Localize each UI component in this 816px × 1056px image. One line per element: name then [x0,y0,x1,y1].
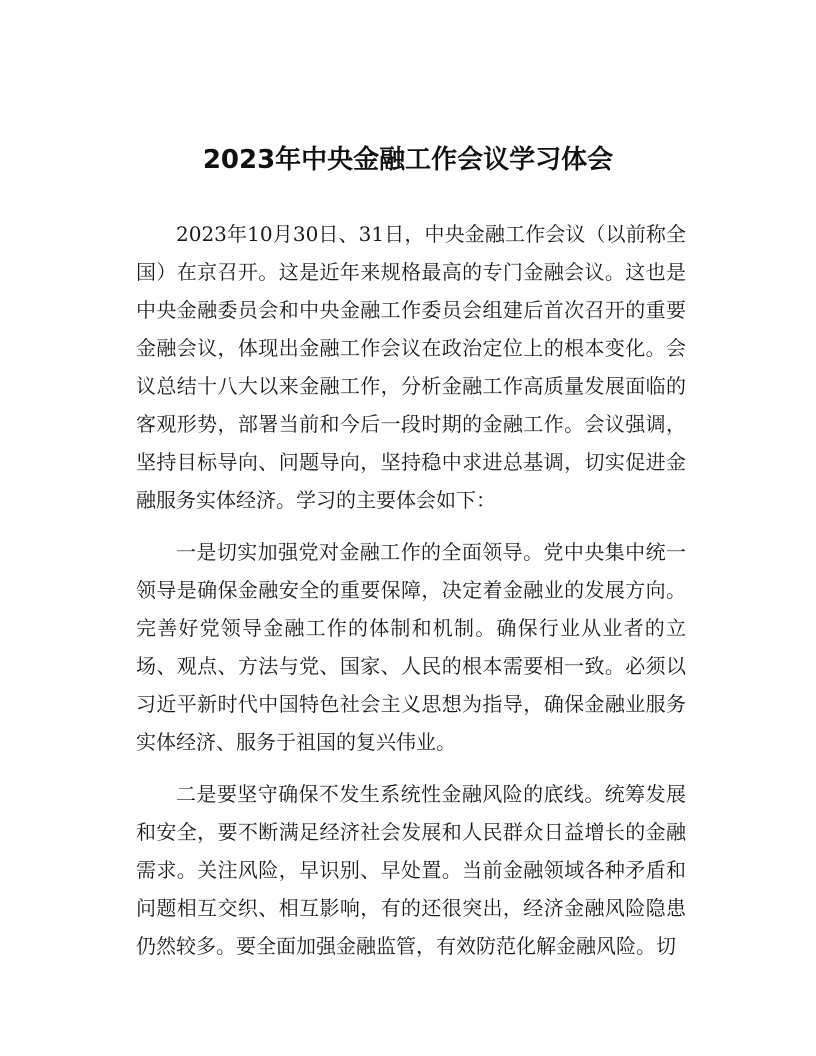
paragraph-intro: 2023年10月30日、31日，中央金融工作会议（以前称全国）在京召开。这是近年来规格最高的专门金融会议。这也是中央金融委员会和中央金融工作委员会组建后首次召开的重要金融会议，体现出金融工作会议在政治定位上的根本变化。会议总结十八大以来金融工作，分析金融工作高质量发展面临的客观形势，部署当前和今后一段时期的金融工作。会议强调，坚持目标导向、问题导向，坚持稳中求进总基调，切实促进金融服务实体经济。学习的主要体会如下： [136,222,686,512]
document-title: 2023年中央金融工作会议学习体会 [202,145,614,175]
paragraph-point-two: 二是要坚守确保不发生系统性金融风险的底线。统筹发展和安全，要不断满足经济社会发展和人民群众日益增长的金融需求。关注风险，早识别、早处置。当前金融领域各种矛盾和问题相互交织、相互影响，有的还很突出，经济金融风险隐患仍然较多。要全面加强金融监管，有效防范化解金融风险。切 [136,782,686,958]
document-body [136,215,686,979]
paragraph-point-one: 一是切实加强党对金融工作的全面领导。党中央集中统一领导是确保金融安全的重要保障，决定着金融业的发展方向。完善好党领导金融工作的体制和机制。确保行业从业者的立场、观点、方法与党、国家、人民的根本需要相一致。必须以习近平新时代中国特色社会主义思想为指导，确保金融业服务实体经济、服务于祖国的复兴伟业。 [136,540,686,754]
